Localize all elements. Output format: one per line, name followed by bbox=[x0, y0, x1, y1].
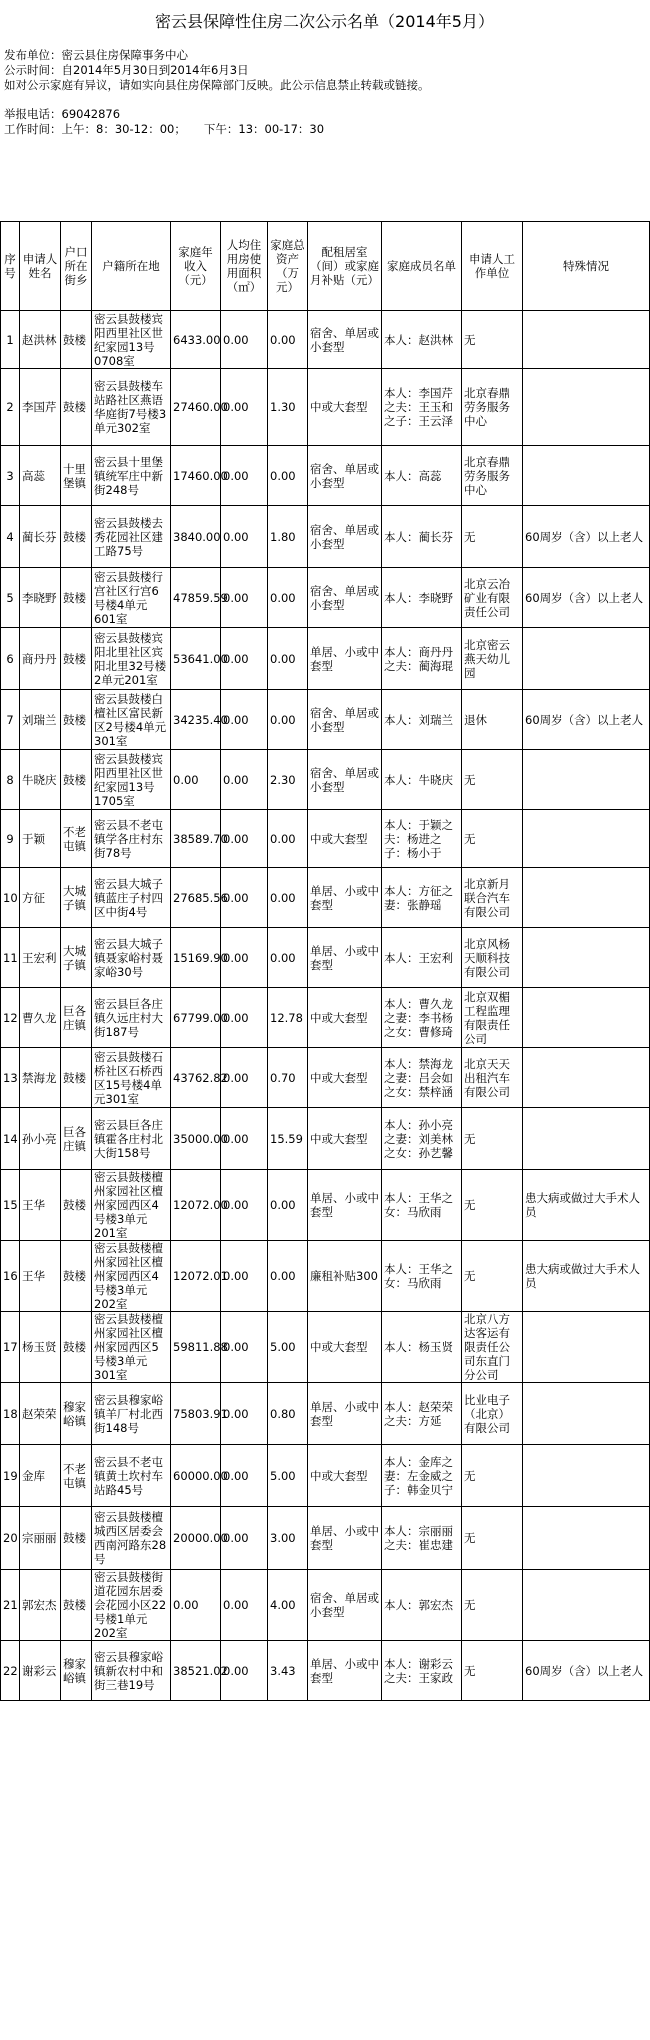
cell-area: 0.00 bbox=[221, 568, 268, 628]
cell-town: 鼓楼 bbox=[61, 1170, 92, 1241]
cell-address: 密云县鼓楼宾阳北里社区宾阳北里32号楼2单元201室 bbox=[92, 628, 171, 690]
cell-members: 本人：王华之女：马欣雨 bbox=[382, 1170, 462, 1241]
cell-members: 本人：孙小亮之妻：刘美林之女：孙艺馨 bbox=[382, 1108, 462, 1170]
contact-block bbox=[0, 107, 649, 137]
cell-allocation: 单居、小或中套型 bbox=[308, 868, 382, 928]
cell-members: 本人：李国芹之夫：王玉和之子：王云泽 bbox=[382, 369, 462, 446]
cell-seq: 1 bbox=[1, 311, 20, 369]
cell-seq: 18 bbox=[1, 1383, 20, 1445]
table-row bbox=[1, 369, 650, 446]
cell-allocation: 中或大套型 bbox=[308, 810, 382, 868]
cell-workplace: 北京春鼎劳务服务中心 bbox=[462, 369, 523, 446]
cell-seq: 12 bbox=[1, 988, 20, 1048]
cell-town: 十里堡镇 bbox=[61, 446, 92, 506]
cell-members: 本人：杨玉贤 bbox=[382, 1312, 462, 1383]
cell-allocation: 宿舍、单居或小套型 bbox=[308, 750, 382, 810]
cell-name: 禁海龙 bbox=[20, 1048, 61, 1108]
cell-special: 60周岁（含）以上老人 bbox=[523, 1641, 650, 1701]
cell-town: 鼓楼 bbox=[61, 1507, 92, 1570]
cell-area: 0.00 bbox=[221, 1241, 268, 1312]
cell-special bbox=[523, 1570, 650, 1641]
cell-allocation: 宿舍、单居或小套型 bbox=[308, 446, 382, 506]
cell-area: 0.00 bbox=[221, 506, 268, 568]
cell-income: 6433.00 bbox=[171, 311, 221, 369]
cell-area: 0.00 bbox=[221, 369, 268, 446]
cell-special: 60周岁（含）以上老人 bbox=[523, 690, 650, 750]
cell-address: 密云县鼓楼白檀社区富民新区2号楼4单元301室 bbox=[92, 690, 171, 750]
cell-allocation: 宿舍、单居或小套型 bbox=[308, 1570, 382, 1641]
cell-workplace: 北京天天出租汽车有限公司 bbox=[462, 1048, 523, 1108]
cell-town: 穆家峪镇 bbox=[61, 1641, 92, 1701]
cell-address: 密云县鼓楼宾阳西里社区世纪家园13号1705室 bbox=[92, 750, 171, 810]
cell-income: 38589.70 bbox=[171, 810, 221, 868]
cell-assets: 0.70 bbox=[268, 1048, 308, 1108]
cell-seq: 15 bbox=[1, 1170, 20, 1241]
table-row bbox=[1, 1312, 650, 1383]
cell-address: 密云县穆家峪镇新农村中和街三巷19号 bbox=[92, 1641, 171, 1701]
cell-workplace: 北京新月联合汽车有限公司 bbox=[462, 868, 523, 928]
cell-income: 43762.82 bbox=[171, 1048, 221, 1108]
cell-assets: 0.00 bbox=[268, 810, 308, 868]
cell-assets: 15.59 bbox=[268, 1108, 308, 1170]
cell-town: 鼓楼 bbox=[61, 1312, 92, 1383]
cell-income: 35000.00 bbox=[171, 1108, 221, 1170]
cell-seq: 21 bbox=[1, 1570, 20, 1641]
cell-seq: 6 bbox=[1, 628, 20, 690]
cell-workplace: 北京密云燕天幼儿园 bbox=[462, 628, 523, 690]
cell-name: 孙小亮 bbox=[20, 1108, 61, 1170]
cell-members: 本人：李晓野 bbox=[382, 568, 462, 628]
cell-income: 3840.00 bbox=[171, 506, 221, 568]
cell-workplace: 无 bbox=[462, 1507, 523, 1570]
table-row bbox=[1, 810, 650, 868]
cell-income: 53641.00 bbox=[171, 628, 221, 690]
col-header: 申请人姓名 bbox=[20, 222, 61, 311]
cell-special bbox=[523, 868, 650, 928]
cell-name: 刘瑞兰 bbox=[20, 690, 61, 750]
col-header: 人均住用房使用面积（㎡） bbox=[221, 222, 268, 311]
cell-area: 0.00 bbox=[221, 1507, 268, 1570]
cell-address: 密云县鼓楼檀州家园社区檀州家园西区5号楼3单元301室 bbox=[92, 1312, 171, 1383]
cell-seq: 11 bbox=[1, 928, 20, 988]
cell-members: 本人：郭宏杰 bbox=[382, 1570, 462, 1641]
cell-area: 0.00 bbox=[221, 1312, 268, 1383]
cell-income: 0.00 bbox=[171, 750, 221, 810]
cell-assets: 1.80 bbox=[268, 506, 308, 568]
table-row bbox=[1, 1570, 650, 1641]
cell-special bbox=[523, 1048, 650, 1108]
cell-seq: 20 bbox=[1, 1507, 20, 1570]
cell-workplace: 无 bbox=[462, 311, 523, 369]
cell-special bbox=[523, 928, 650, 988]
table-row bbox=[1, 1108, 650, 1170]
table-row bbox=[1, 1383, 650, 1445]
public-list-table bbox=[0, 221, 650, 1701]
cell-allocation: 中或大套型 bbox=[308, 988, 382, 1048]
cell-address: 密云县鼓楼檀城西区居委会西南河路东28号 bbox=[92, 1507, 171, 1570]
cell-address: 密云县不老屯镇学各庄村东街78号 bbox=[92, 810, 171, 868]
cell-assets: 2.30 bbox=[268, 750, 308, 810]
cell-name: 高蕊 bbox=[20, 446, 61, 506]
cell-name: 于颖 bbox=[20, 810, 61, 868]
cell-workplace: 无 bbox=[462, 1241, 523, 1312]
cell-name: 王华 bbox=[20, 1241, 61, 1312]
col-header: 户籍所在地 bbox=[92, 222, 171, 311]
cell-area: 0.00 bbox=[221, 1383, 268, 1445]
cell-members: 本人：宗丽丽之夫：崔忠建 bbox=[382, 1507, 462, 1570]
cell-seq: 3 bbox=[1, 446, 20, 506]
cell-town: 巨各庄镇 bbox=[61, 988, 92, 1048]
cell-special bbox=[523, 1445, 650, 1507]
col-header: 家庭成员名单 bbox=[382, 222, 462, 311]
cell-special bbox=[523, 810, 650, 868]
cell-name: 金库 bbox=[20, 1445, 61, 1507]
cell-name: 王华 bbox=[20, 1170, 61, 1241]
cell-seq: 9 bbox=[1, 810, 20, 868]
cell-allocation: 中或大套型 bbox=[308, 369, 382, 446]
cell-town: 不老屯镇 bbox=[61, 810, 92, 868]
cell-allocation: 中或大套型 bbox=[308, 1048, 382, 1108]
cell-seq: 19 bbox=[1, 1445, 20, 1507]
table-row bbox=[1, 988, 650, 1048]
cell-name: 蔺长芬 bbox=[20, 506, 61, 568]
cell-workplace: 无 bbox=[462, 506, 523, 568]
table-row bbox=[1, 1170, 650, 1241]
cell-allocation: 中或大套型 bbox=[308, 1108, 382, 1170]
cell-income: 34235.40 bbox=[171, 690, 221, 750]
cell-name: 郭宏杰 bbox=[20, 1570, 61, 1641]
cell-assets: 0.00 bbox=[268, 628, 308, 690]
cell-members: 本人：禁海龙之妻：吕会如之女：禁梓涵 bbox=[382, 1048, 462, 1108]
cell-assets: 3.43 bbox=[268, 1641, 308, 1701]
cell-special bbox=[523, 446, 650, 506]
table-row bbox=[1, 1241, 650, 1312]
cell-income: 60000.00 bbox=[171, 1445, 221, 1507]
cell-income: 47859.59 bbox=[171, 568, 221, 628]
col-header: 家庭年收入（元） bbox=[171, 222, 221, 311]
publisher-line: 发布单位：密云县住房保障事务中心 bbox=[4, 48, 188, 62]
cell-workplace: 无 bbox=[462, 1445, 523, 1507]
cell-income: 0.00 bbox=[171, 1570, 221, 1641]
table-row bbox=[1, 928, 650, 988]
cell-special: 患大病或做过大手术人员 bbox=[523, 1241, 650, 1312]
cell-members: 本人：曹久龙之妻：李书杨之女：曹修琦 bbox=[382, 988, 462, 1048]
cell-seq: 8 bbox=[1, 750, 20, 810]
cell-allocation: 单居、小或中套型 bbox=[308, 928, 382, 988]
cell-name: 王宏利 bbox=[20, 928, 61, 988]
cell-assets: 12.78 bbox=[268, 988, 308, 1048]
table-header-row bbox=[1, 222, 650, 311]
cell-income: 12072.01 bbox=[171, 1241, 221, 1312]
cell-area: 0.00 bbox=[221, 750, 268, 810]
cell-allocation: 单居、小或中套型 bbox=[308, 1383, 382, 1445]
hours-line bbox=[4, 122, 649, 137]
table-row bbox=[1, 750, 650, 810]
cell-workplace: 北京双楣工程监理有限责任公司 bbox=[462, 988, 523, 1048]
cell-assets: 0.00 bbox=[268, 690, 308, 750]
cell-name: 赵荣荣 bbox=[20, 1383, 61, 1445]
cell-workplace: 无 bbox=[462, 1108, 523, 1170]
cell-town: 大城子镇 bbox=[61, 928, 92, 988]
cell-name: 方征 bbox=[20, 868, 61, 928]
cell-area: 0.00 bbox=[221, 1170, 268, 1241]
hours-pm: 下午：13：00-17：30 bbox=[203, 122, 325, 136]
table-row bbox=[1, 311, 650, 369]
cell-area: 0.00 bbox=[221, 928, 268, 988]
cell-special bbox=[523, 628, 650, 690]
cell-assets: 4.00 bbox=[268, 1570, 308, 1641]
cell-workplace: 退休 bbox=[462, 690, 523, 750]
cell-address: 密云县鼓楼车站路社区燕语华庭街7号楼3单元302室 bbox=[92, 369, 171, 446]
cell-members: 本人：刘瑞兰 bbox=[382, 690, 462, 750]
cell-allocation: 单居、小或中套型 bbox=[308, 1641, 382, 1701]
cell-area: 0.00 bbox=[221, 690, 268, 750]
cell-address: 密云县鼓楼去秀花园社区建工路75号 bbox=[92, 506, 171, 568]
cell-workplace: 北京云冶矿业有限责任公司 bbox=[462, 568, 523, 628]
col-header: 申请人工作单位 bbox=[462, 222, 523, 311]
cell-seq: 13 bbox=[1, 1048, 20, 1108]
cell-special: 60周岁（含）以上老人 bbox=[523, 568, 650, 628]
cell-members: 本人：方征之妻：张静瑶 bbox=[382, 868, 462, 928]
cell-assets: 5.00 bbox=[268, 1445, 308, 1507]
cell-address: 密云县鼓楼檀州家园社区檀州家园西区4号楼3单元201室 bbox=[92, 1170, 171, 1241]
cell-income: 12072.00 bbox=[171, 1170, 221, 1241]
cell-area: 0.00 bbox=[221, 868, 268, 928]
cell-special bbox=[523, 750, 650, 810]
cell-area: 0.00 bbox=[221, 1641, 268, 1701]
cell-income: 67799.00 bbox=[171, 988, 221, 1048]
cell-town: 鼓楼 bbox=[61, 506, 92, 568]
cell-town: 鼓楼 bbox=[61, 690, 92, 750]
cell-town: 大城子镇 bbox=[61, 868, 92, 928]
cell-allocation: 单居、小或中套型 bbox=[308, 1507, 382, 1570]
cell-allocation: 中或大套型 bbox=[308, 1312, 382, 1383]
cell-assets: 0.00 bbox=[268, 868, 308, 928]
col-header: 特殊情况 bbox=[523, 222, 650, 311]
cell-town: 巨各庄镇 bbox=[61, 1108, 92, 1170]
table-row bbox=[1, 690, 650, 750]
cell-special bbox=[523, 1383, 650, 1445]
notice-block bbox=[0, 44, 649, 93]
cell-seq: 2 bbox=[1, 369, 20, 446]
cell-special: 60周岁（含）以上老人 bbox=[523, 506, 650, 568]
cell-town: 鼓楼 bbox=[61, 369, 92, 446]
cell-special bbox=[523, 1507, 650, 1570]
table-row bbox=[1, 1048, 650, 1108]
cell-members: 本人：王宏利 bbox=[382, 928, 462, 988]
cell-workplace: 北京八方达客运有限责任公司东直门分公司 bbox=[462, 1312, 523, 1383]
cell-income: 59811.88 bbox=[171, 1312, 221, 1383]
cell-special: 患大病或做过大手术人员 bbox=[523, 1170, 650, 1241]
cell-members: 本人：高蕊 bbox=[382, 446, 462, 506]
cell-name: 杨玉贤 bbox=[20, 1312, 61, 1383]
cell-area: 0.00 bbox=[221, 1570, 268, 1641]
cell-assets: 1.30 bbox=[268, 369, 308, 446]
cell-allocation: 中或大套型 bbox=[308, 1445, 382, 1507]
cell-assets: 3.00 bbox=[268, 1507, 308, 1570]
cell-area: 0.00 bbox=[221, 1445, 268, 1507]
cell-workplace: 无 bbox=[462, 1170, 523, 1241]
cell-seq: 22 bbox=[1, 1641, 20, 1701]
cell-address: 密云县大城子镇蓝庄子村四区中街4号 bbox=[92, 868, 171, 928]
cell-special bbox=[523, 311, 650, 369]
cell-income: 27685.56 bbox=[171, 868, 221, 928]
cell-town: 鼓楼 bbox=[61, 1048, 92, 1108]
cell-assets: 0.00 bbox=[268, 311, 308, 369]
cell-assets: 0.00 bbox=[268, 1170, 308, 1241]
cell-address: 密云县巨各庄镇霍各庄村北大街158号 bbox=[92, 1108, 171, 1170]
cell-seq: 14 bbox=[1, 1108, 20, 1170]
table-row bbox=[1, 868, 650, 928]
cell-address: 密云县鼓楼街道花园东居委会花园小区22号楼1单元202室 bbox=[92, 1570, 171, 1641]
table-row bbox=[1, 1641, 650, 1701]
cell-seq: 7 bbox=[1, 690, 20, 750]
cell-workplace: 比业电子（北京）有限公司 bbox=[462, 1383, 523, 1445]
cell-workplace: 无 bbox=[462, 1641, 523, 1701]
cell-seq: 16 bbox=[1, 1241, 20, 1312]
cell-area: 0.00 bbox=[221, 311, 268, 369]
cell-name: 牛晓庆 bbox=[20, 750, 61, 810]
cell-allocation: 廉租补贴300 bbox=[308, 1241, 382, 1312]
cell-town: 鼓楼 bbox=[61, 311, 92, 369]
cell-workplace: 北京春鼎劳务服务中心 bbox=[462, 446, 523, 506]
cell-name: 曹久龙 bbox=[20, 988, 61, 1048]
cell-members: 本人：商丹丹之夫：蔺海琨 bbox=[382, 628, 462, 690]
cell-special bbox=[523, 1312, 650, 1383]
cell-workplace: 无 bbox=[462, 1570, 523, 1641]
cell-income: 17460.00 bbox=[171, 446, 221, 506]
cell-allocation: 宿舍、单居或小套型 bbox=[308, 690, 382, 750]
cell-town: 鼓楼 bbox=[61, 628, 92, 690]
cell-members: 本人：牛晓庆 bbox=[382, 750, 462, 810]
col-header: 家庭总资产（万元） bbox=[268, 222, 308, 311]
cell-seq: 17 bbox=[1, 1312, 20, 1383]
cell-name: 赵洪林 bbox=[20, 311, 61, 369]
cell-workplace: 无 bbox=[462, 750, 523, 810]
cell-assets: 0.00 bbox=[268, 928, 308, 988]
cell-address: 密云县穆家峪镇羊厂村北西街148号 bbox=[92, 1383, 171, 1445]
cell-address: 密云县巨各庄镇久远庄村大街187号 bbox=[92, 988, 171, 1048]
cell-members: 本人：谢彩云之夫：王家政 bbox=[382, 1641, 462, 1701]
cell-town: 不老屯镇 bbox=[61, 1445, 92, 1507]
table-row bbox=[1, 568, 650, 628]
cell-income: 27460.00 bbox=[171, 369, 221, 446]
cell-name: 宗丽丽 bbox=[20, 1507, 61, 1570]
cell-address: 密云县鼓楼行宫社区行宫6号楼4单元601室 bbox=[92, 568, 171, 628]
cell-address: 密云县鼓楼宾阳西里社区世纪家园13号0708室 bbox=[92, 311, 171, 369]
cell-name: 李国芹 bbox=[20, 369, 61, 446]
cell-town: 鼓楼 bbox=[61, 1570, 92, 1641]
cell-area: 0.00 bbox=[221, 628, 268, 690]
col-header: 配租居室（间）或家庭月补贴（元） bbox=[308, 222, 382, 311]
cell-income: 38521.02 bbox=[171, 1641, 221, 1701]
cell-area: 0.00 bbox=[221, 988, 268, 1048]
cell-name: 商丹丹 bbox=[20, 628, 61, 690]
period-line: 公示时间：自2014年5月30日到2014年6月3日 bbox=[4, 63, 249, 77]
cell-seq: 4 bbox=[1, 506, 20, 568]
cell-allocation: 宿舍、单居或小套型 bbox=[308, 506, 382, 568]
cell-town: 鼓楼 bbox=[61, 750, 92, 810]
cell-workplace: 无 bbox=[462, 810, 523, 868]
table-row bbox=[1, 1445, 650, 1507]
cell-allocation: 单居、小或中套型 bbox=[308, 1170, 382, 1241]
cell-area: 0.00 bbox=[221, 1048, 268, 1108]
table-row bbox=[1, 446, 650, 506]
cell-address: 密云县鼓楼檀州家园社区檀州家园西区4号楼3单元202室 bbox=[92, 1241, 171, 1312]
cell-name: 谢彩云 bbox=[20, 1641, 61, 1701]
cell-assets: 0.00 bbox=[268, 568, 308, 628]
table-row bbox=[1, 506, 650, 568]
cell-income: 15169.90 bbox=[171, 928, 221, 988]
cell-area: 0.00 bbox=[221, 810, 268, 868]
cell-address: 密云县十里堡镇统军庄中新街248号 bbox=[92, 446, 171, 506]
col-header: 户口所在街乡 bbox=[61, 222, 92, 311]
cell-town: 鼓楼 bbox=[61, 568, 92, 628]
cell-members: 本人：王华之女：马欣雨 bbox=[382, 1241, 462, 1312]
cell-assets: 0.00 bbox=[268, 446, 308, 506]
cell-members: 本人：于颖之夫：杨进之子：杨小于 bbox=[382, 810, 462, 868]
cell-special bbox=[523, 988, 650, 1048]
cell-income: 20000.00 bbox=[171, 1507, 221, 1570]
cell-assets: 0.80 bbox=[268, 1383, 308, 1445]
cell-assets: 0.00 bbox=[268, 1241, 308, 1312]
cell-address: 密云县鼓楼石桥社区石桥西区15号楼4单元301室 bbox=[92, 1048, 171, 1108]
hours-am: 上午：8：30-12：00； bbox=[61, 122, 186, 136]
notice-line: 如对公示家庭有异议，请如实向县住房保障部门反映。此公示信息禁止转载或链接。 bbox=[4, 78, 430, 92]
hours-label: 工作时间： bbox=[4, 122, 62, 136]
cell-allocation: 宿舍、单居或小套型 bbox=[308, 311, 382, 369]
cell-seq: 10 bbox=[1, 868, 20, 928]
cell-workplace: 北京风杨天顺科技有限公司 bbox=[462, 928, 523, 988]
table-row bbox=[1, 1507, 650, 1570]
cell-area: 0.00 bbox=[221, 446, 268, 506]
cell-allocation: 宿舍、单居或小套型 bbox=[308, 568, 382, 628]
cell-special bbox=[523, 369, 650, 446]
cell-members: 本人：金库之妻：左金威之子：韩金贝宁 bbox=[382, 1445, 462, 1507]
cell-members: 本人：蔺长芬 bbox=[382, 506, 462, 568]
col-header: 序号 bbox=[1, 222, 20, 311]
cell-income: 75803.91 bbox=[171, 1383, 221, 1445]
cell-allocation: 单居、小或中套型 bbox=[308, 628, 382, 690]
page-title: 密云县保障性住房二次公示名单（2014年5月） bbox=[155, 12, 494, 31]
cell-town: 鼓楼 bbox=[61, 1241, 92, 1312]
cell-seq: 5 bbox=[1, 568, 20, 628]
hotline-line: 举报电话：69042876 bbox=[4, 107, 121, 121]
cell-address: 密云县不老屯镇黄土坎村车站路45号 bbox=[92, 1445, 171, 1507]
table-row bbox=[1, 628, 650, 690]
cell-assets: 5.00 bbox=[268, 1312, 308, 1383]
cell-area: 0.00 bbox=[221, 1108, 268, 1170]
cell-special bbox=[523, 1108, 650, 1170]
cell-members: 本人：赵洪林 bbox=[382, 311, 462, 369]
cell-town: 穆家峪镇 bbox=[61, 1383, 92, 1445]
cell-members: 本人：赵荣荣之夫：方延 bbox=[382, 1383, 462, 1445]
cell-address: 密云县大城子镇聂家峪村聂家峪30号 bbox=[92, 928, 171, 988]
cell-name: 李晓野 bbox=[20, 568, 61, 628]
